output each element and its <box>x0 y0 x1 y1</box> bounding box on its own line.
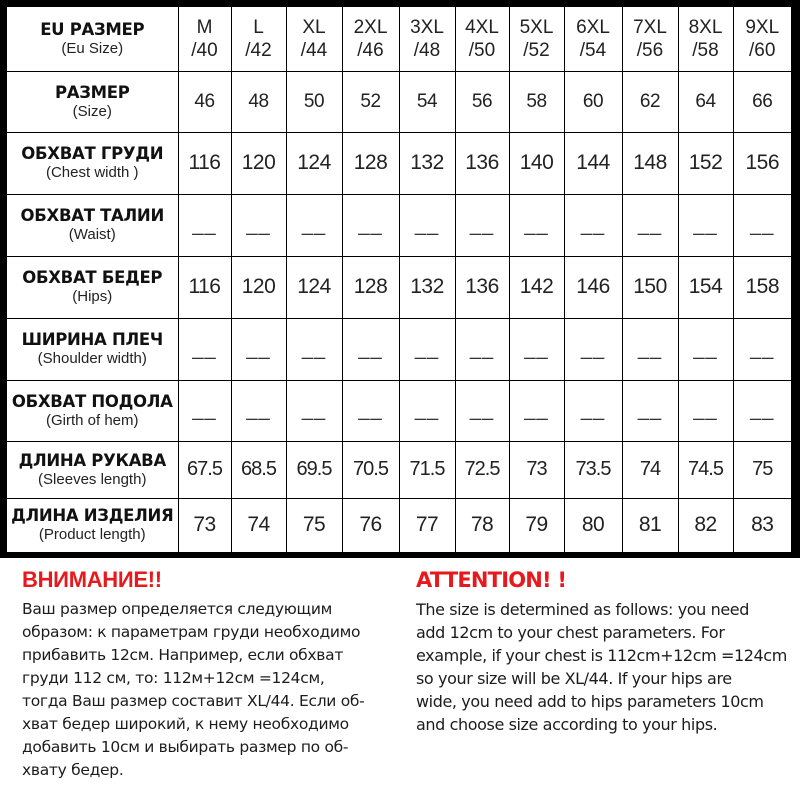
cell-value: 124 <box>286 256 342 318</box>
size-letter: 6XL <box>576 16 610 38</box>
label-ru: ОБХВАТ ПОДОЛА <box>11 391 173 411</box>
row-label-eu-size <box>7 7 178 71</box>
label-en: (Girth of hem) <box>45 411 139 429</box>
row-label <box>7 194 178 256</box>
cell-value: 64 <box>678 71 733 132</box>
size-column-header <box>178 7 231 71</box>
cell-value: 116 <box>178 132 231 194</box>
cell-value: 67.5 <box>178 441 231 498</box>
notice-russian <box>22 566 407 782</box>
cell-value: 56 <box>455 71 509 132</box>
size-column-header <box>342 7 399 71</box>
cell-value: 128 <box>342 256 399 318</box>
cell-empty: __ <box>399 194 455 256</box>
cell-value: 60 <box>564 71 622 132</box>
notice-title-en: ATTENTION! ! <box>416 568 567 592</box>
cell-value: 80 <box>564 498 622 552</box>
cell-value: 128 <box>342 132 399 194</box>
label-en: (Chest width ) <box>45 164 139 181</box>
cell-empty: __ <box>678 380 733 441</box>
size-letter: 8XL <box>688 16 723 38</box>
size-column-header <box>733 7 791 71</box>
cell-value: 132 <box>399 256 455 318</box>
cell-value: 52 <box>342 71 399 132</box>
cell-empty: __ <box>622 318 678 380</box>
cell-value: 69.5 <box>286 441 342 498</box>
cell-value: 116 <box>178 256 231 318</box>
cell-value: 75 <box>733 441 791 498</box>
size-column-header <box>455 7 509 71</box>
cell-empty: __ <box>455 380 509 441</box>
cell-value: 83 <box>733 498 791 552</box>
notice-line: wide, you need add to hips parameters 10cm <box>416 692 764 711</box>
notice-line: тогда Ваш размер составит XL/44. Если об- <box>22 692 365 710</box>
cell-empty: __ <box>564 380 622 441</box>
cell-empty: __ <box>286 380 342 441</box>
label-ru: ОБХВАТ ГРУДИ <box>21 144 164 163</box>
notice-line: Ваш размер определяется следующим <box>22 600 332 618</box>
size-letter: 9XL <box>745 16 780 38</box>
label-ru: ОБХВАТ БЕДЕР <box>22 268 163 287</box>
table-row-sleeves <box>7 441 791 498</box>
header-row <box>7 7 791 71</box>
notice-line: добавить 10см и выбирать размер по об- <box>22 738 349 756</box>
notice-line: The size is determined as follows: you need <box>416 600 749 619</box>
size-eu: /54 <box>579 39 607 61</box>
cell-value: 82 <box>678 498 733 552</box>
cell-value: 58 <box>509 71 564 132</box>
notice-line: образом: к параметрам груди необходимо <box>22 623 361 641</box>
label-ru: ДЛИНА РУКАВА <box>18 450 166 470</box>
label-ru: EU РАЗМЕР <box>40 19 145 39</box>
size-eu: /46 <box>357 39 384 61</box>
row-label <box>7 380 178 441</box>
label-en: (Hips) <box>72 288 113 305</box>
size-eu: /56 <box>636 39 664 61</box>
size-letter: 2XL <box>353 16 388 38</box>
cell-empty: __ <box>564 318 622 380</box>
label-en: (Size) <box>72 102 112 120</box>
cell-value: 156 <box>733 132 791 194</box>
size-column-header <box>399 7 455 71</box>
cell-empty: __ <box>733 380 791 441</box>
notice-line: and choose size according to your hips. <box>416 715 718 734</box>
cell-value: 48 <box>231 71 286 132</box>
row-label <box>7 441 178 498</box>
size-column-header <box>622 7 678 71</box>
row-label <box>7 256 178 318</box>
size-letter: 5XL <box>519 16 554 38</box>
size-column-header <box>231 7 286 71</box>
size-eu: /60 <box>749 39 776 61</box>
cell-value: 70.5 <box>342 441 399 498</box>
label-ru: РАЗМЕР <box>54 82 130 102</box>
size-column-header <box>564 7 622 71</box>
cell-value: 142 <box>509 256 564 318</box>
cell-value: 72.5 <box>455 441 509 498</box>
cell-value: 76 <box>342 498 399 552</box>
cell-empty: __ <box>286 318 342 380</box>
cell-empty: __ <box>231 194 286 256</box>
cell-empty: __ <box>564 194 622 256</box>
row-label <box>7 71 178 132</box>
notice-line: хват бедер широкий, к нему необходимо <box>22 715 349 733</box>
cell-empty: __ <box>455 194 509 256</box>
cell-value: 73 <box>178 498 231 552</box>
label-en: (Shoulder width) <box>37 350 147 367</box>
label-ru: ШИРИНА ПЛЕЧ <box>21 330 163 349</box>
size-chart-table <box>7 7 791 552</box>
cell-empty: __ <box>178 318 231 380</box>
cell-empty: __ <box>509 318 564 380</box>
size-column-header <box>509 7 564 71</box>
table-row-chest <box>7 132 791 194</box>
cell-empty: __ <box>178 194 231 256</box>
cell-value: 71.5 <box>399 441 455 498</box>
cell-value: 124 <box>286 132 342 194</box>
size-eu: /44 <box>300 39 328 61</box>
cell-value: 154 <box>678 256 733 318</box>
size-letter: 7XL <box>633 16 667 38</box>
cell-value: 120 <box>231 132 286 194</box>
size-eu: /52 <box>523 39 550 61</box>
cell-empty: __ <box>178 380 231 441</box>
size-letter: L <box>253 16 264 38</box>
cell-value: 148 <box>622 132 678 194</box>
notice-line: example, if your chest is 112cm+12cm =124cm <box>416 646 787 665</box>
table-row-hem <box>7 380 791 441</box>
cell-value: 146 <box>564 256 622 318</box>
label-en: (Eu Size) <box>61 39 124 57</box>
cell-empty: __ <box>455 318 509 380</box>
label-en: (Product length) <box>38 526 146 544</box>
size-eu: /48 <box>413 39 441 61</box>
notice-line: add 12cm to your chest parameters. For <box>416 623 725 642</box>
cell-empty: __ <box>733 194 791 256</box>
cell-empty: __ <box>509 380 564 441</box>
cell-value: 136 <box>455 132 509 194</box>
cell-value: 74 <box>231 498 286 552</box>
size-letter: M <box>196 16 213 38</box>
cell-value: 81 <box>622 498 678 552</box>
label-en: (Sleeves length) <box>38 470 147 488</box>
cell-value: 77 <box>399 498 455 552</box>
cell-empty: __ <box>231 318 286 380</box>
cell-empty: __ <box>286 194 342 256</box>
cell-empty: __ <box>678 194 733 256</box>
cell-value: 150 <box>622 256 678 318</box>
cell-value: 78 <box>455 498 509 552</box>
size-column-header <box>678 7 733 71</box>
cell-value: 46 <box>178 71 231 132</box>
label-ru: ДЛИНА ИЗДЕЛИЯ <box>11 506 174 526</box>
cell-value: 144 <box>564 132 622 194</box>
cell-value: 152 <box>678 132 733 194</box>
cell-empty: __ <box>509 194 564 256</box>
size-eu: /40 <box>191 39 218 61</box>
row-label <box>7 498 178 552</box>
cell-empty: __ <box>342 194 399 256</box>
size-column-header <box>286 7 342 71</box>
cell-value: 140 <box>509 132 564 194</box>
cell-value: 73 <box>509 441 564 498</box>
cell-empty: __ <box>622 194 678 256</box>
table-row-waist <box>7 194 791 256</box>
cell-empty: __ <box>342 380 399 441</box>
cell-value: 120 <box>231 256 286 318</box>
cell-value: 79 <box>509 498 564 552</box>
table-row-size <box>7 71 791 132</box>
cell-empty: __ <box>733 318 791 380</box>
cell-empty: __ <box>342 318 399 380</box>
cell-empty: __ <box>399 380 455 441</box>
cell-value: 68.5 <box>231 441 286 498</box>
cell-value: 62 <box>622 71 678 132</box>
row-label <box>7 132 178 194</box>
size-eu: /50 <box>468 39 496 61</box>
label-ru: ОБХВАТ ТАЛИИ <box>20 206 164 225</box>
cell-empty: __ <box>231 380 286 441</box>
cell-value: 73.5 <box>564 441 622 498</box>
row-label <box>7 318 178 380</box>
size-eu: /42 <box>245 39 272 61</box>
cell-value: 74.5 <box>678 441 733 498</box>
table-row-hips <box>7 256 791 318</box>
size-letter: 4XL <box>465 16 499 38</box>
cell-value: 136 <box>455 256 509 318</box>
cell-value: 74 <box>622 441 678 498</box>
cell-empty: __ <box>678 318 733 380</box>
cell-empty: __ <box>399 318 455 380</box>
cell-value: 50 <box>286 71 342 132</box>
notice-line: прибавить 12см. Например, если обхват <box>22 646 344 664</box>
size-letter: XL <box>302 16 326 38</box>
cell-empty: __ <box>622 380 678 441</box>
notice-line: груди 112 см, то: 112м+12см =124см, <box>22 669 325 687</box>
size-eu: /58 <box>692 39 719 61</box>
label-en: (Waist) <box>68 226 116 243</box>
table-row-product-length <box>7 498 791 552</box>
cell-value: 66 <box>733 71 791 132</box>
notice-english <box>416 566 800 736</box>
table-row-shoulder <box>7 318 791 380</box>
notice-title-ru: ВНИМАНИЕ!! <box>22 567 162 592</box>
notice-line: хвату бедер. <box>22 761 124 779</box>
cell-value: 75 <box>286 498 342 552</box>
notice-line: so your size will be XL/44. If your hips are <box>416 669 732 688</box>
cell-value: 132 <box>399 132 455 194</box>
cell-value: 158 <box>733 256 791 318</box>
size-letter: 3XL <box>410 16 444 38</box>
cell-value: 54 <box>399 71 455 132</box>
